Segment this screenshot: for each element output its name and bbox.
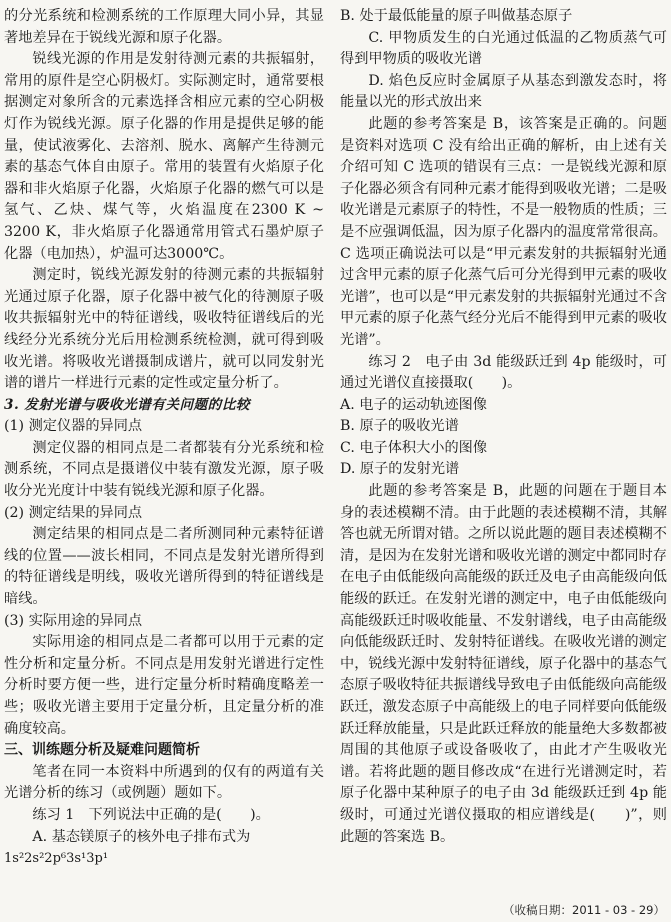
right-column — [340, 6, 667, 848]
exercise-2-question: 练习 2 电子由 3d 能级跃迁到 4p 能级时，可通过光谱仪直接摄取( )。 — [340, 353, 667, 392]
received-date: （收稿日期：2011 - 03 - 29） — [503, 903, 665, 917]
left-para-7: 笔者在同一本资料中所遇到的仅有的两道有关光谱分析的练习（或例题）题如下。 — [4, 763, 324, 802]
exercise-2-option-b: B. 原子的吸收光谱 — [340, 418, 459, 435]
exercise-1-option-a: A. 基态镁原子的核外电子排布式为 — [32, 828, 251, 845]
exercise-1-option-c: C. 甲物质发生的白光通过低温的乙物质蒸气可得到甲物质的吸收光谱 — [340, 29, 667, 68]
exercise-2-option-c: C. 电子体积大小的图像 — [340, 439, 488, 456]
exercise-2-option-d: D. 原子的发射光谱 — [340, 461, 460, 478]
exercise-2-option-a: A. 电子的运动轨迹图像 — [340, 396, 487, 413]
exercise-1-option-b: B. 处于最低能量的原子叫做基态原子 — [340, 8, 573, 24]
left-para-5: 测定结果的相同点是二者所测同种元素特征谱线的位置——波长相同，不同点是发射光谱所得到的特征谱线是明线，吸收光谱所得到的特征谱线是暗线。 — [4, 526, 324, 608]
subsection-3-heading: (3) 实际用途的异同点 — [4, 612, 143, 629]
electron-configuration: 1s²2s²2p⁶3s¹3p¹ — [4, 851, 109, 867]
section-subheading-3: 3. 发射光谱与吸收光谱有关问题的比较 — [4, 396, 250, 413]
exercise-1-question: 练习 1 下列说法中正确的是( )。 — [32, 806, 270, 823]
exercise-2-analysis: 此题的参考答案是 B，此题的问题在于题目本身的表述模糊不清。由于此题的表述模糊不清，其解答也就无所谓对错。之所以说此题的题目表述模糊不清，是因为在发射光谱和吸收光谱的测定中都同时存在电子由低能级向高能级的跃迁及电子由高能级向低能级的跃迁。在发射光谱的测定中，电子由低能级向高能级跃迁时吸收能量、不发射谱线，电子由高能级向低能级跃迁时、发射特征谱线。在吸收光谱的测定中，锐线光源中发射特征谱线，原子化器中的基态气态原子吸收特征共振谱线导致电子由低能级向高能级跃迁，激发态原子中高能级上的电子同样要向低能级跃迁释放能量，只是此跃迁释放的能量绝大多数都被周围的其他原子或设备吸收了，由此才产生吸收光谱。若将此题的题目修改成“在进行光谱测定时，若原子化器中某种原子的电子由 3d 能级跃迁到 4p 能级时，可通过光谱仪摄取的相应谱线是( )”，则此题的答案选 B。 — [340, 483, 667, 845]
left-para-3: 测定时，锐线光源发射的待测元素的共振辐射光通过原子化器，原子化器中被气化的待测原子吸收共振辐射光中的特征谱线，吸收特征谱线后的光线经分光系统分光后用检测系统检测，就可得到吸收光谱。将吸收光谱摄制成谱片，就可以同发射光谱的谱片一样进行元素的定性或定量分析了。 — [4, 267, 324, 392]
exercise-1-option-d: D. 焰色反应时金属原子从基态到激发态时，将能量以光的形式放出来 — [340, 72, 667, 111]
left-para-4: 测定仪器的相同点是二者都装有分光系统和检测系统，不同点是摄谱仪中装有激发光源，原子吸收分光光度计中装有锐线光源和原子化器。 — [4, 439, 324, 500]
subsection-2-heading: (2) 测定结果的异同点 — [4, 504, 143, 521]
section-heading-3: 三、训练题分析及疑难问题简析 — [4, 742, 200, 759]
left-para-6: 实际用途的相同点是二者都可以用于元素的定性分析和定量分析。不同点是用发射光谱进行定性分析时要方便一些，进行定量分析时精确度略差一些；吸收光谱主要用于定量分析，且定量分析的准确度较高。 — [4, 634, 324, 737]
subsection-1-heading: (1) 测定仪器的异同点 — [4, 418, 143, 435]
left-para-2: 锐线光源的作用是发射待测元素的共振辐射，常用的原件是空心阴极灯。实际测定时，通常要根据测定对象所含的元素选择含相应元素的空心阴极灯作为锐线光源。原子化器的作用是提供足够的能量，使试液雾化、去溶剂、脱水、离解产生待测元素的基态气体自由原子。常用的装置有火焰原子化器和非火焰原子化器，火焰原子化器的燃气可以是氢气、乙炔、煤气等，火焰温度在2300 K ~ 3200 K，非火焰原子化器通常用管式石墨炉原子化器（电加热），炉温可达3000℃。 — [4, 51, 324, 262]
left-para-1: 的分光系统和检测系统的工作原理大同小异，其显著地差异在于锐线光源和原子化器。 — [4, 8, 324, 46]
left-column — [4, 6, 324, 870]
exercise-1-analysis: 此题的参考答案是 B，该答案是正确的。问题是资料对选项 C 没有给出正确的解析，由上述有关介绍可知 C 选项的错误有三点：一是锐线光源和原子化器必须含有同种元素才能得到吸收光谱；二是吸收光谱是元素原子的特性，不是一般物质的性质；三是不应强调低温，因为原子化器内的温度常常很高。C 选项正确说法可以是“甲元素发射的共振辐射光通过含甲元素的原子化蒸气后可分光得到甲元素的吸收光谱”，也可以是“甲元素发射的共振辐射光通过不含甲元素的原子化蒸气经分光后不能得到甲元素的吸收光谱”。 — [340, 115, 667, 348]
